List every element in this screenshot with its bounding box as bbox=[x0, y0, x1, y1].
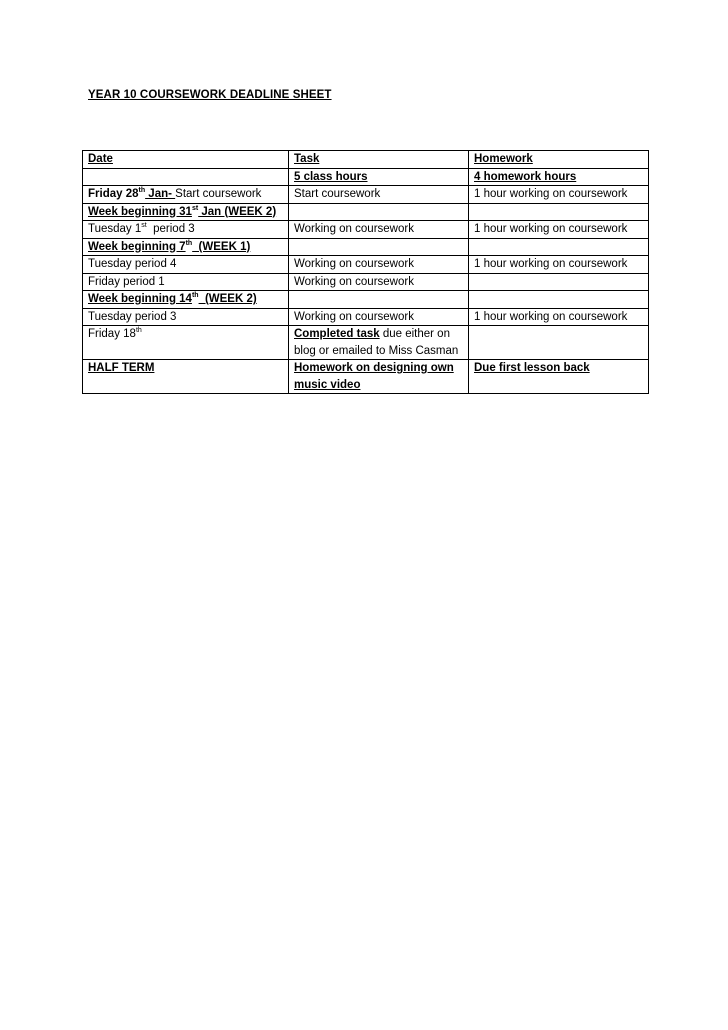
task-cell: Working on coursework bbox=[289, 256, 469, 274]
homework-cell bbox=[469, 238, 649, 256]
task-cell: Working on coursework bbox=[289, 308, 469, 326]
table-row bbox=[83, 326, 649, 360]
date-cell: Week beginning 14th (WEEK 2) bbox=[83, 291, 289, 309]
date-cell: Tuesday period 4 bbox=[83, 256, 289, 274]
homework-cell: Due first lesson back bbox=[469, 360, 649, 394]
header-task-sub: 5 class hours bbox=[294, 170, 368, 183]
task-cell: Start coursework bbox=[289, 186, 469, 204]
date-cell: HALF TERM bbox=[83, 360, 289, 394]
table-row bbox=[83, 186, 649, 204]
header-task: Task bbox=[294, 153, 320, 165]
homework-cell: 1 hour working on coursework bbox=[469, 308, 649, 326]
table-row bbox=[83, 360, 649, 394]
header-homework-sub-cell bbox=[469, 168, 649, 186]
page-title: YEAR 10 COURSEWORK DEADLINE SHEET bbox=[88, 89, 332, 101]
homework-cell: 1 hour working on coursework bbox=[469, 186, 649, 204]
task-cell: Working on coursework bbox=[289, 273, 469, 291]
table-row bbox=[83, 273, 649, 291]
date-cell: Friday 28th Jan- Start coursework bbox=[83, 186, 289, 204]
date-cell: Week beginning 7th (WEEK 1) bbox=[83, 238, 289, 256]
date-cell: Week beginning 31st Jan (WEEK 2) bbox=[83, 203, 289, 221]
homework-cell bbox=[469, 291, 649, 309]
date-cell: Friday 18th bbox=[83, 326, 289, 360]
task-cell: Working on coursework bbox=[289, 221, 469, 239]
task-cell: Homework on designing own music video bbox=[289, 360, 469, 394]
homework-cell: 1 hour working on coursework bbox=[469, 221, 649, 239]
header-date-cell bbox=[83, 151, 289, 169]
table-row bbox=[83, 256, 649, 274]
deadline-table bbox=[82, 150, 649, 394]
header-homework-cell bbox=[469, 151, 649, 169]
header-task-sub-cell bbox=[289, 168, 469, 186]
date-cell: Tuesday period 3 bbox=[83, 308, 289, 326]
task-cell bbox=[289, 291, 469, 309]
header-row bbox=[83, 151, 649, 169]
header-sub-empty bbox=[83, 168, 289, 186]
task-cell bbox=[289, 203, 469, 221]
table-row bbox=[83, 238, 649, 256]
homework-cell bbox=[469, 203, 649, 221]
table-row bbox=[83, 291, 649, 309]
header-sub-row bbox=[83, 168, 649, 186]
header-date: Date bbox=[88, 153, 113, 165]
header-task-cell bbox=[289, 151, 469, 169]
header-homework: Homework bbox=[474, 153, 533, 165]
date-cell: Tuesday 1st period 3 bbox=[83, 221, 289, 239]
homework-cell bbox=[469, 273, 649, 291]
task-cell: Completed task due either on blog or emailed to Miss Casman bbox=[289, 326, 469, 360]
header-homework-sub: 4 homework hours bbox=[474, 170, 577, 183]
table-row bbox=[83, 203, 649, 221]
date-cell: Friday period 1 bbox=[83, 273, 289, 291]
table-row bbox=[83, 308, 649, 326]
homework-cell: 1 hour working on coursework bbox=[469, 256, 649, 274]
homework-cell bbox=[469, 326, 649, 360]
table-row bbox=[83, 221, 649, 239]
task-cell bbox=[289, 238, 469, 256]
